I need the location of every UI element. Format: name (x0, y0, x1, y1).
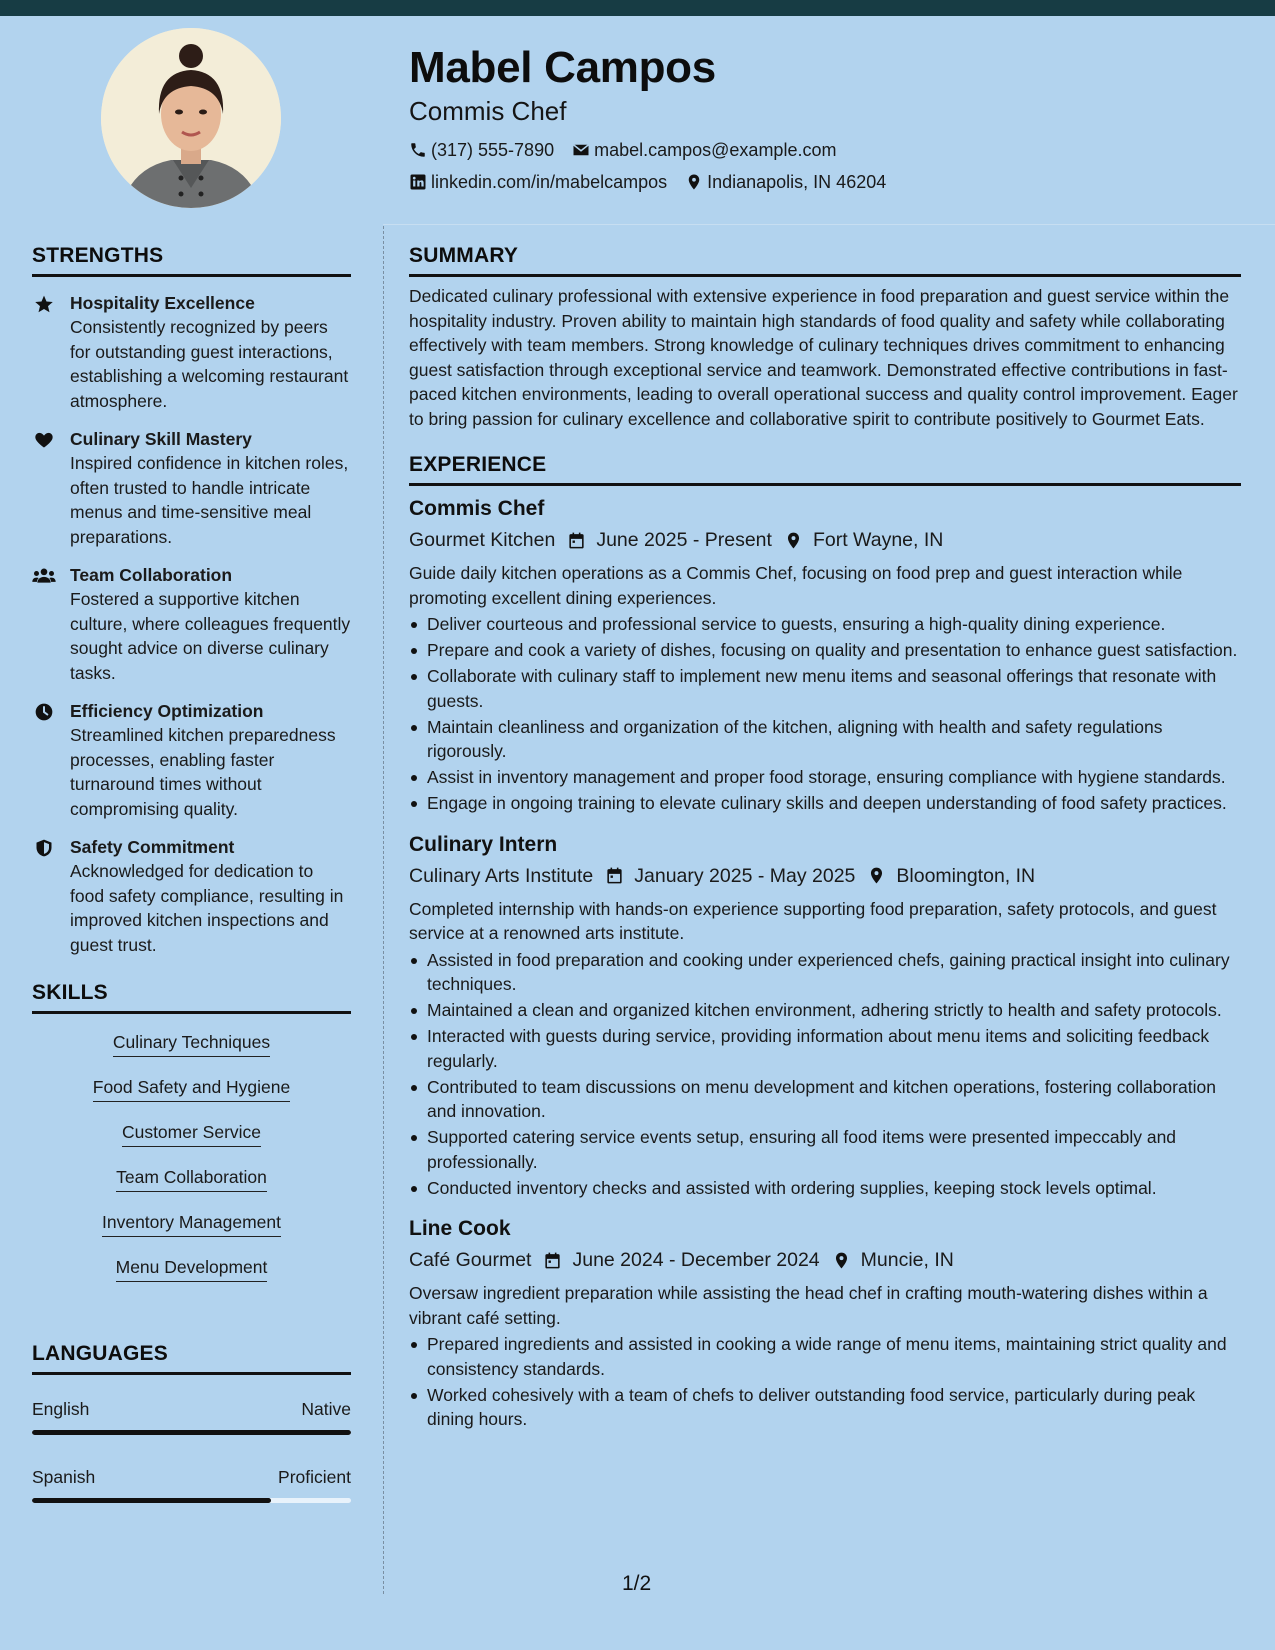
job-meta (409, 1245, 1241, 1275)
languages-heading: LANGUAGES (32, 1342, 168, 1365)
experience-section (409, 451, 1241, 1432)
summary-text: Dedicated culinary professional with extensive experience in food preparation and guest service within the hospitality industry. Proven ability to maintain high standards of food quality and safety while collaborating effectively with team members. Strong knowledge of culinary techniques drives commitment to enhancing guest satisfaction through exceptional service and teamwork. Demonstrated effective contributions in fast-paced kitchen environments, leading to overall operational success and quality control improvement. Eager to bring passion for culinary excellence and collaborative spirit to contribute positively to Gourmet Eats. (409, 286, 1238, 429)
summary-section (409, 242, 1241, 431)
location-text: Indianapolis, IN 46204 (707, 172, 887, 192)
skill-item: Culinary Techniques (113, 1030, 270, 1057)
contact-linkedin[interactable] (409, 166, 667, 198)
header-divider (383, 224, 1275, 225)
experience-heading: EXPERIENCE (409, 453, 547, 476)
job-description: Guide daily kitchen operations as a Commis Chef, focusing on food prep and guest interaction while promoting excellent dining experiences. (409, 563, 1183, 608)
job-company: Culinary Arts Institute (409, 864, 594, 887)
language-bar (32, 1498, 351, 1503)
job-entry (409, 494, 1241, 816)
job-dates: January 2025 - May 2025 (634, 864, 856, 887)
job-bullet: Prepared ingredients and assisted in cooking a wide range of menu items, maintaining strict quality and consistency standards. (409, 1332, 1241, 1381)
strength-item (32, 427, 351, 549)
language-bar-fill (32, 1498, 271, 1503)
skill-list (32, 1030, 351, 1300)
job-dates: June 2025 - Present (596, 529, 772, 551)
strength-desc: Consistently recognized by peers for outstanding guest interactions, establishing a welcoming restaurant atmosphere. (70, 317, 349, 411)
page-indicator: 1/2 (622, 1572, 652, 1595)
top-accent-bar (0, 0, 1275, 16)
map-pin-icon (685, 173, 703, 191)
job-list (409, 494, 1241, 1432)
job-entry (409, 830, 1241, 1201)
linkedin-icon (409, 173, 427, 191)
envelope-icon (572, 141, 590, 159)
strength-title: Hospitality Excellence (70, 293, 255, 313)
skill-item: Menu Development (116, 1255, 268, 1282)
contact-phone (409, 134, 554, 166)
job-bullet: Assist in inventory management and proper food storage, ensuring compliance with hygiene standards. (409, 765, 1241, 790)
job-entry (409, 1214, 1241, 1432)
heart-icon (32, 427, 56, 549)
job-role: Line Cook (409, 1217, 511, 1240)
job-bullet: Supported catering service events setup, ensuring all food items were presented impeccably and professionally. (409, 1125, 1241, 1174)
strength-item (32, 291, 351, 413)
header (409, 40, 1249, 198)
job-dates: June 2024 - December 2024 (572, 1249, 820, 1271)
job-location: Muncie, IN (860, 1249, 954, 1271)
contact-row-2 (409, 166, 1249, 198)
skills-rule (32, 1011, 351, 1014)
strength-item (32, 699, 351, 821)
language-item (32, 1397, 351, 1435)
strength-title: Culinary Skill Mastery (70, 429, 252, 449)
strength-item (32, 835, 351, 957)
language-level: Native (301, 1399, 351, 1419)
column-divider (383, 226, 384, 1594)
job-bullet: Assisted in food preparation and cooking under experienced chefs, gaining practical insight into culinary techniques. (409, 948, 1241, 997)
strength-desc: Fostered a supportive kitchen culture, where colleagues frequently sought advice on diverse culinary tasks. (70, 589, 351, 683)
strength-desc: Acknowledged for dedication to food safety compliance, resulting in improved kitchen inspections and guest trust. (70, 861, 344, 955)
profile-photo (101, 28, 281, 208)
job-bullet: Collaborate with culinary staff to implement new menu items and seasonal offerings that resonate with guests. (409, 664, 1241, 713)
strength-desc: Inspired confidence in kitchen roles, often trusted to handle intricate menus and time-sensitive meal preparations. (70, 453, 349, 547)
strength-title: Safety Commitment (70, 837, 235, 857)
strength-desc: Streamlined kitchen preparedness processes, enabling faster turnaround times without compromising quality. (70, 725, 336, 819)
job-role: Culinary Intern (409, 832, 558, 856)
users-icon (32, 563, 56, 685)
strengths-heading: STRENGTHS (32, 244, 164, 267)
job-bullet-list (409, 948, 1241, 1201)
skill-item: Inventory Management (102, 1210, 281, 1237)
language-name: English (32, 1399, 90, 1419)
clock-icon (32, 699, 56, 821)
skill-item: Customer Service (122, 1120, 261, 1147)
shield-icon (32, 835, 56, 957)
contact-email[interactable] (572, 134, 836, 166)
skills-heading: SKILLS (32, 981, 108, 1004)
language-name: Spanish (32, 1467, 96, 1487)
job-bullet: Contributed to team discussions on menu development and kitchen operations, fostering collaboration and innovation. (409, 1075, 1241, 1124)
job-company: Gourmet Kitchen (409, 529, 556, 551)
job-bullet: Interacted with guests during service, providing information about menu items and soliciting feedback regularly. (409, 1024, 1241, 1073)
job-description: Completed internship with hands-on experience supporting food preparation, safety protocols, and guest service at a renowned arts institute. (409, 898, 1217, 943)
map-pin-icon (867, 866, 886, 885)
skills-section (32, 979, 351, 1300)
strengths-section (32, 242, 351, 957)
job-bullet: Worked cohesively with a team of chefs to deliver outstanding food service, particularly during peak dining hours. (409, 1383, 1241, 1432)
calendar-icon (567, 531, 586, 550)
job-location: Fort Wayne, IN (812, 529, 944, 551)
language-bar (32, 1430, 351, 1435)
skill-item: Team Collaboration (116, 1165, 267, 1192)
experience-rule (409, 483, 1241, 486)
strength-title: Efficiency Optimization (70, 701, 264, 721)
summary-heading: SUMMARY (409, 244, 519, 267)
job-meta (409, 861, 1241, 891)
job-company: Café Gourmet (409, 1249, 532, 1271)
calendar-icon (605, 866, 624, 885)
job-bullet: Maintained a clean and organized kitchen environment, adhering strictly to health and safety protocols. (409, 998, 1241, 1023)
star-icon (32, 291, 56, 413)
map-pin-icon (784, 531, 803, 550)
skill-item: Food Safety and Hygiene (93, 1075, 291, 1102)
languages-rule (32, 1372, 351, 1375)
job-bullet: Engage in ongoing training to elevate culinary skills and deepen understanding of food safety practices. (409, 791, 1241, 816)
job-description: Oversaw ingredient preparation while assisting the head chef in crafting mouth-watering dishes within a vibrant café setting. (409, 1283, 1208, 1328)
linkedin-text[interactable]: linkedin.com/in/mabelcampos (431, 172, 668, 192)
summary-rule (409, 274, 1241, 277)
job-bullet: Maintain cleanliness and organization of the kitchen, aligning with health and safety regulations rigorously. (409, 715, 1241, 764)
map-pin-icon (832, 1251, 851, 1270)
job-bullet: Conducted inventory checks and assisted with ordering supplies, keeping stock levels optimal. (409, 1176, 1241, 1201)
candidate-title: Commis Chef (409, 96, 567, 126)
contact-location (685, 166, 886, 198)
left-column (32, 242, 351, 1503)
job-bullet-list (409, 612, 1241, 816)
language-item (32, 1465, 351, 1503)
avatar-illustration (101, 28, 281, 208)
languages-section (32, 1340, 351, 1503)
job-bullet-list (409, 1332, 1241, 1432)
strength-item (32, 563, 351, 685)
contact-row-1 (409, 134, 1249, 166)
job-meta (409, 525, 1241, 555)
strength-title: Team Collaboration (70, 565, 233, 585)
phone-text: (317) 555-7890 (431, 140, 555, 160)
right-column (409, 242, 1241, 1433)
job-role: Commis Chef (409, 497, 545, 520)
email-text[interactable]: mabel.campos@example.com (594, 140, 837, 160)
language-bar-fill (32, 1430, 351, 1435)
candidate-name: Mabel Campos (409, 43, 716, 92)
language-level: Proficient (278, 1467, 351, 1487)
job-location: Bloomington, IN (896, 864, 1036, 887)
strengths-rule (32, 274, 351, 277)
job-bullet: Deliver courteous and professional service to guests, ensuring a high-quality dining experience. (409, 612, 1241, 637)
job-bullet: Prepare and cook a variety of dishes, focusing on quality and presentation to enhance guest satisfaction. (409, 638, 1241, 663)
phone-icon (409, 141, 427, 159)
calendar-icon (543, 1251, 562, 1270)
